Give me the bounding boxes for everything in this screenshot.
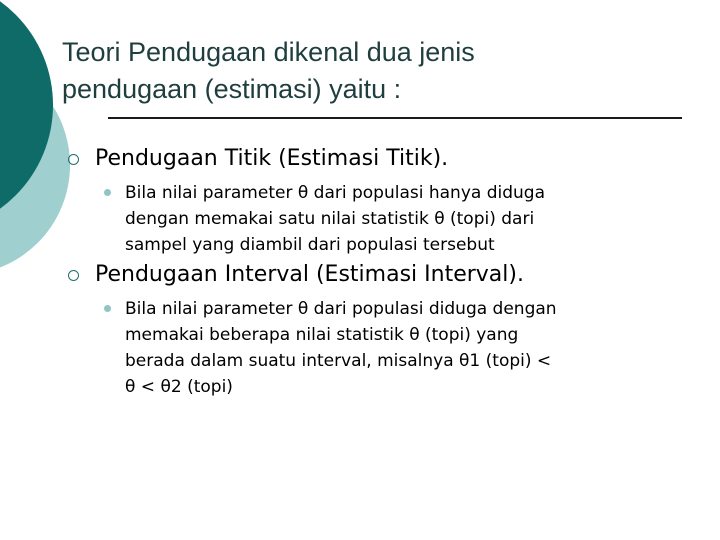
title-line-2: pendugaan (estimasi) yaitu : [62, 74, 402, 104]
text-line: θ < θ2 (topi) [125, 377, 233, 397]
title-divider [108, 117, 682, 119]
hollow-circle-bullet-icon [68, 154, 79, 165]
text-line: sampel yang diambil dari populasi tersebut [125, 235, 495, 255]
text-line: memakai beberapa nilai statistik θ (topi) yang [125, 325, 519, 345]
text-line: berada dalam suatu interval, misalnya θ1 (topi) < [125, 351, 552, 371]
text-line: dengan memakai satu nilai statistik θ (topi) dari [125, 209, 535, 229]
sub-bullet-text [125, 296, 675, 400]
title-line-1: Teori Pendugaan dikenal dua jenis [62, 37, 475, 67]
hollow-circle-bullet-icon [68, 270, 79, 281]
dot-bullet-icon [104, 189, 111, 196]
dot-bullet-icon [104, 305, 111, 312]
sub-bullet-text [125, 180, 675, 258]
bullet-label: Pendugaan Interval (Estimasi Interval). [95, 262, 524, 287]
text-line: Bila nilai parameter θ dari populasi diduga dengan [125, 299, 557, 319]
slide-title [62, 34, 682, 108]
bullet-label: Pendugaan Titik (Estimasi Titik). [95, 146, 449, 171]
text-line: Bila nilai parameter θ dari populasi hanya diduga [125, 183, 545, 203]
